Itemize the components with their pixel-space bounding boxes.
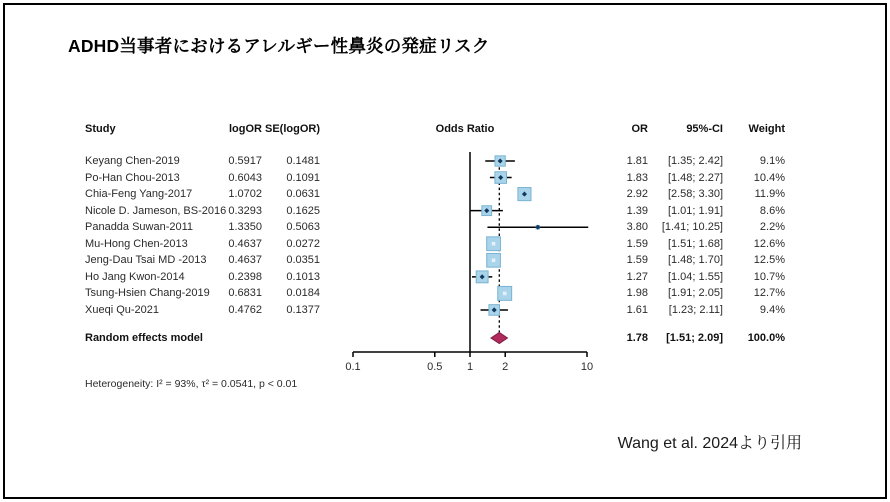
- or-value: 1.59: [626, 237, 648, 250]
- citation-text: Wang et al. 2024より引用: [617, 435, 802, 452]
- se-value: 0.1013: [286, 270, 320, 283]
- se-value: 0.0631: [286, 188, 320, 201]
- point-estimate-marker: [503, 292, 507, 296]
- or-value: 1.39: [626, 204, 648, 217]
- ci-value: [1.01; 1.91]: [667, 204, 723, 217]
- x-axis-tick-label: 0.1: [345, 361, 361, 373]
- or-value: 1.81: [626, 155, 648, 167]
- x-axis-tick-label: 1: [466, 361, 474, 373]
- study-name: Keyang Chen-2019: [85, 155, 180, 167]
- logor-value: 0.6043: [228, 171, 262, 184]
- weight-value: 10.7%: [753, 270, 785, 283]
- or-value: 3.80: [626, 221, 648, 234]
- or-value: 1.59: [626, 254, 648, 267]
- pooled-diamond: [491, 333, 508, 344]
- logor-value: 1.3350: [228, 221, 262, 234]
- study-name: Po-Han Chou-2013: [85, 171, 180, 184]
- or-value: 1.83: [626, 171, 648, 184]
- se-value: 0.1625: [286, 204, 320, 217]
- column-header-weight: Weight: [748, 123, 785, 135]
- study-name: Tsung-Hsien Chang-2019: [85, 287, 210, 300]
- weight-value: 12.7%: [753, 287, 785, 300]
- se-value: 0.0184: [286, 287, 320, 300]
- point-estimate-marker: [492, 259, 496, 263]
- se-value: 0.1377: [286, 304, 320, 316]
- pooled-row-ci: [1.51; 2.09]: [666, 332, 723, 344]
- column-header-odds-ratio: Odds Ratio: [435, 123, 495, 135]
- ci-value: [1.35; 2.42]: [667, 155, 723, 167]
- logor-value: 0.4762: [228, 304, 262, 316]
- x-axis-tick-label: 0.5: [427, 361, 443, 373]
- study-name: Xueqi Qu-2021: [85, 304, 159, 316]
- or-value: 2.92: [626, 188, 648, 201]
- weight-value: 12.6%: [753, 237, 785, 250]
- logor-value: 1.0702: [228, 188, 262, 201]
- study-name: Ho Jang Kwon-2014: [85, 270, 185, 283]
- column-header-ci: 95%-CI: [686, 123, 723, 135]
- ci-value: [1.48; 2.27]: [667, 171, 723, 184]
- pooled-row-label: Random effects model: [85, 332, 203, 344]
- ci-value: [2.58; 3.30]: [667, 188, 723, 201]
- study-name: Jeng-Dau Tsai MD -2013: [85, 254, 207, 267]
- se-value: 0.1091: [286, 171, 320, 184]
- ci-value: [1.04; 1.55]: [667, 270, 723, 283]
- ci-value: [1.91; 2.05]: [667, 287, 723, 300]
- or-value: 1.27: [626, 270, 648, 283]
- column-header-se: SE(logOR): [265, 123, 320, 135]
- or-value: 1.61: [626, 304, 648, 316]
- weight-value: 11.9%: [754, 188, 785, 201]
- page-title: ADHD当事者におけるアレルギー性鼻炎の発症リスク: [68, 36, 490, 56]
- column-header-logor: logOR: [229, 123, 262, 135]
- column-header-or: OR: [631, 123, 648, 135]
- point-estimate-marker: [492, 242, 496, 246]
- se-value: 0.0351: [286, 254, 320, 267]
- x-axis-tick-label: 2: [502, 361, 509, 373]
- se-value: 0.1481: [286, 155, 320, 167]
- heterogeneity-note: Heterogeneity: I² = 93%, τ² = 0.0541, p < 0.01: [85, 378, 298, 390]
- ci-value: [1.41; 10.25]: [661, 221, 723, 234]
- logor-value: 0.3293: [228, 204, 262, 217]
- ci-value: [1.48; 1.70]: [667, 254, 723, 267]
- weight-value: 2.2%: [759, 221, 785, 234]
- se-value: 0.0272: [286, 237, 320, 250]
- column-header-study: Study: [85, 123, 116, 135]
- study-name: Mu-Hong Chen-2013: [85, 237, 188, 250]
- logor-value: 0.2398: [228, 270, 262, 283]
- study-name: Panadda Suwan-2011: [85, 221, 194, 234]
- weight-value: 9.1%: [759, 155, 785, 167]
- study-name: Nicole D. Jameson, BS-2016: [85, 204, 227, 217]
- weight-value: 8.6%: [759, 204, 785, 217]
- pooled-row-weight: 100.0%: [747, 332, 785, 344]
- weight-value: 9.4%: [759, 304, 785, 316]
- logor-value: 0.6831: [228, 287, 262, 300]
- x-axis-tick-label: 10: [580, 361, 594, 373]
- or-value: 1.98: [626, 287, 648, 300]
- ci-value: [1.51; 1.68]: [667, 237, 723, 250]
- logor-value: 0.5917: [228, 155, 262, 167]
- study-name: Chia-Feng Yang-2017: [85, 188, 193, 201]
- pooled-row-or: 1.78: [626, 332, 648, 344]
- weight-value: 12.5%: [753, 254, 785, 267]
- weight-value: 10.4%: [753, 171, 785, 184]
- ci-value: [1.23; 2.11]: [668, 304, 723, 316]
- se-value: 0.5063: [286, 221, 320, 234]
- logor-value: 0.4637: [228, 254, 262, 267]
- logor-value: 0.4637: [228, 237, 262, 250]
